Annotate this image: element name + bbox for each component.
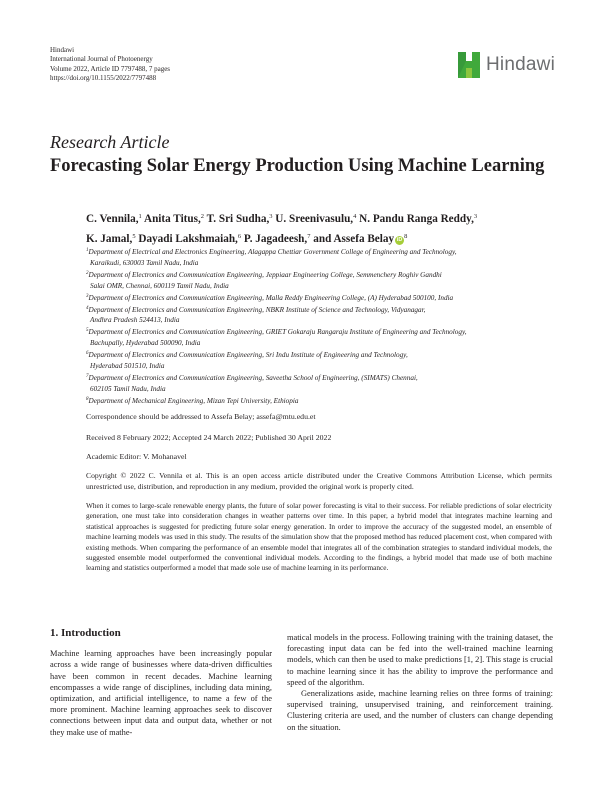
affiliation-line: Department of Electronics and Communication Engineering, Jeppiaar Engineering College, Semmenchery Roghiv Gandhi	[88, 270, 442, 279]
affiliation-line: Department of Mechanical Engineering, Mizan Tepi University, Ethiopia	[88, 396, 299, 405]
affiliation-line: 602105 Tamil Nadu, India	[90, 384, 166, 393]
author: Dayadi Lakshmaiah,	[138, 233, 238, 245]
article-type: Research Article	[50, 132, 170, 152]
author-line-1	[86, 208, 477, 228]
publisher-name: Hindawi	[50, 46, 75, 54]
affiliation	[86, 269, 556, 292]
affiliation-line: Department of Electronics and Communication Engineering, NBKR Institute of Science and Technology, Vidyanagar,	[88, 305, 426, 314]
paper-title: Forecasting Solar Energy Production Using Machine Learning	[50, 156, 545, 176]
affiliation-line: Salai OMR, Chennai, 600119 Tamil Nadu, India	[90, 281, 229, 290]
author: Anita Titus,	[143, 213, 201, 225]
logo-text: Hindawi	[486, 54, 555, 75]
affiliation	[86, 349, 556, 372]
journal-volume: Volume 2022, Article ID 7797488, 7 pages	[50, 64, 171, 73]
affiliation-sup: 1	[86, 248, 89, 253]
correspondence: Correspondence should be addressed to Assefa Belay; assefa@mtu.edu.et	[86, 412, 316, 421]
intro-left-column	[50, 628, 272, 738]
publication-dates: Received 8 February 2022; Accepted 24 March 2022; Published 30 April 2022	[86, 433, 332, 442]
author-sup: 6	[237, 233, 242, 240]
intro-right-column	[287, 632, 553, 733]
journal-info	[50, 46, 170, 84]
author-sup: 3	[269, 213, 273, 220]
affiliation-line: Department of Electrical and Electronics Engineering, Alagappa Chettiar Government College of Engineering and Technology,	[88, 248, 457, 256]
orcid-icon[interactable]: iD	[396, 237, 403, 243]
affiliation-line: Hyderabad 501510, India	[90, 362, 165, 371]
author: K. Jamal,	[86, 233, 133, 245]
author: T. Sri Sudha,	[206, 213, 270, 225]
affiliation-line: Andhra Pradesh 524413, India	[90, 316, 180, 325]
affiliation	[86, 246, 556, 269]
author-sup: 1	[138, 213, 142, 220]
author: C. Vennila,	[86, 213, 139, 225]
section-heading: 1. Introduction	[50, 627, 121, 639]
author-sup: 5	[132, 233, 136, 240]
affiliation-sup: 3	[86, 293, 89, 299]
journal-name: International Journal of Photoenergy	[50, 55, 153, 64]
affiliation-line: Department of Electronics and Communication Engineering, Sri Indu Institute of Engineering and Technology,	[88, 351, 408, 360]
author: U. Sreenivasulu,	[275, 213, 354, 225]
affiliation	[86, 326, 556, 349]
author-list	[86, 208, 477, 248]
affiliation-sup: 6	[86, 351, 89, 357]
affiliation-sup: 7	[86, 373, 89, 379]
abstract: When it comes to large-scale renewable energy plants, the future of solar power forecasting is vital to their success. For reliable predictions of solar electricity generation, one must take into consideration changes in weather patterns over time. In this paper, a hybrid model that integrates machine learning and statistical approaches is suggested for predicting future solar energy generation. In order to improve the accuracy of the suggested model, an ensemble of machine learning models was used in this study. The results of the simulation show that the proposed method has reduced placement cost, when compared with existing methods. When comparing the performance of an ensemble model that integrates all of the combination strategies to standard individual models, the suggested ensemble model outperformed the conventional individual models. According to the findings, a hybrid model that made use of both machine learning and statistics outperformed a model that made sole use of machine learning in its performance.	[86, 501, 552, 573]
hindawi-logo-icon	[455, 48, 483, 82]
affiliation-sup: 2	[86, 270, 89, 276]
paragraph: Generalizations aside, machine learning relies on three forms of training: supervised training, unsupervised training, and reinforcement training. Clustering criteria are used, and the number of clusters can change depending on the situation.	[287, 689, 553, 732]
affiliation-line: Department of Electronics and Communication Engineering, Saveetha School of Engineering, (SIMATS) Chennai,	[88, 373, 418, 382]
paragraph: Machine learning approaches have been increasingly popular across a wide range of businesses where data-driven difficulties have been common in recent decades. Machine learning encompasses a wide range of disciplines, including data mining, optimization, and artificial intelligence, to name a few of the more prominent. Machine learning approaches seek to discover connections between input data and output data, whether or not they make use of mathe-	[50, 649, 272, 737]
affiliation-line: Department of Electronics and Communication Engineering, Malla Reddy Engineering College, (A) Hyderabad 500100, India	[88, 293, 454, 302]
author-sup: 3	[473, 213, 478, 220]
affiliation	[86, 292, 556, 304]
author-sup: 4	[353, 213, 357, 220]
academic-editor: Academic Editor: V. Mohanavel	[86, 452, 187, 461]
affiliations	[86, 246, 556, 407]
affiliation	[86, 395, 556, 407]
affiliation	[86, 304, 556, 327]
author-sup: 2	[200, 213, 205, 220]
author: P. Jagadeesh,	[243, 233, 308, 245]
author-sup: 8	[404, 233, 408, 240]
affiliation-sup: 8	[86, 396, 89, 402]
journal-doi[interactable]: https://doi.org/10.1155/2022/7797488	[50, 74, 157, 83]
affiliation-sup: 5	[86, 328, 89, 334]
author: N. Pandu Ranga Reddy,	[359, 213, 474, 225]
paragraph: matical models in the process. Following training with the training dataset, the forecasting input data can be fed into the well-trained machine learning models, which can then be used to make predictions [1, 2]. This stage is crucial to machine learning since it has the ability to improve the performance and speed of the algorithm.	[287, 633, 553, 687]
affiliation-sup: 4	[86, 305, 89, 311]
copyright-notice: Copyright © 2022 C. Vennila et al. This is an open access article distributed under the Creative Commons Attribution License, which permits unrestricted use, distribution, and reproduction in any medium, provided the original work is properly cited.	[86, 471, 552, 491]
author: and Assefa Belay	[313, 233, 395, 245]
affiliation-line: Karaikudi, 630003 Tamil Nadu, India	[90, 258, 199, 267]
author-line-2	[86, 228, 477, 248]
hindawi-logo[interactable]	[455, 48, 555, 82]
affiliation-line: Department of Electronics and Communication Engineering, GRIET Gokaraju Rangaraju Institute of Engineering and Technology,	[88, 328, 467, 337]
author-sup: 7	[307, 233, 311, 240]
affiliation	[86, 372, 556, 395]
affiliation-line: Bachupally, Hyderabad 500090, India	[90, 339, 201, 348]
